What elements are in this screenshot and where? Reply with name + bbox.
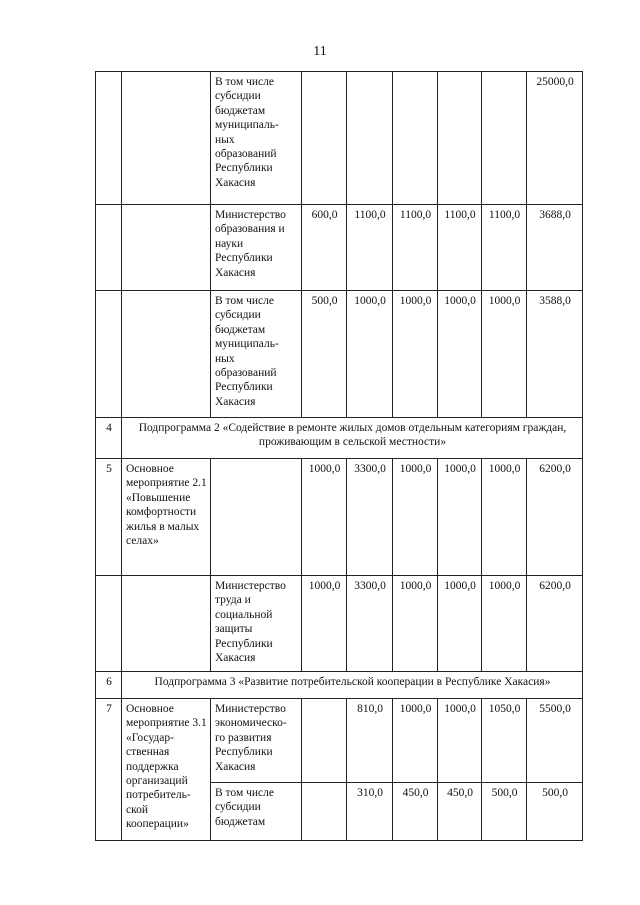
- value-cell: 1000,0: [393, 576, 438, 672]
- executor-cell: В том числе субсидии бюджетам муниципаль- ных образований Республики Хакасия: [211, 72, 302, 205]
- value-cell: 450,0: [438, 783, 482, 841]
- measure-cell: [122, 576, 211, 672]
- value-cell: 1100,0: [482, 205, 527, 291]
- value-cell: 310,0: [347, 783, 393, 841]
- value-cell: 500,0: [302, 291, 347, 418]
- row-number-cell: [96, 72, 122, 205]
- value-cell: 1100,0: [347, 205, 393, 291]
- row-number-cell: 6: [96, 672, 122, 699]
- executor-cell: В том числе субсидии бюджетам: [211, 783, 302, 841]
- value-cell: 1000,0: [393, 699, 438, 783]
- subprogram-title: Подпрограмма 3 «Развитие потребительской кооперации в Республике Хакасия»: [122, 672, 583, 699]
- page-number: 11: [313, 44, 327, 59]
- row-number-cell: [96, 576, 122, 672]
- total-cell: 3688,0: [527, 205, 583, 291]
- value-cell: 1000,0: [438, 699, 482, 783]
- total-cell: 3588,0: [527, 291, 583, 418]
- measure-cell: Основное мероприятие 2.1 «Повышение комфортности жилья в малых селах»: [122, 459, 211, 576]
- total-cell: 6200,0: [527, 576, 583, 672]
- value-cell: 500,0: [482, 783, 527, 841]
- row-number-cell: [96, 205, 122, 291]
- total-cell: 6200,0: [527, 459, 583, 576]
- executor-cell: Министерство труда и социальной защиты Республики Хакасия: [211, 576, 302, 672]
- row-number-cell: [96, 291, 122, 418]
- executor-cell: Министерство образования и науки Республики Хакасия: [211, 205, 302, 291]
- value-cell: [302, 72, 347, 205]
- value-cell: 1050,0: [482, 699, 527, 783]
- value-cell: 1000,0: [438, 459, 482, 576]
- total-cell: 500,0: [527, 783, 583, 841]
- table-row: [96, 72, 583, 205]
- value-cell: 1100,0: [438, 205, 482, 291]
- value-cell: [302, 699, 347, 783]
- value-cell: [347, 72, 393, 205]
- subprogram-title: Подпрограмма 2 «Содействие в ремонте жилых домов отдельным категориям граждан, проживающим в сельской местности»: [122, 418, 583, 459]
- value-cell: [482, 72, 527, 205]
- table-row: [96, 291, 583, 418]
- measure-cell: [122, 72, 211, 205]
- executor-cell: В том числе субсидии бюджетам муниципаль- ных образований Республики Хакасия: [211, 291, 302, 418]
- value-cell: 3300,0: [347, 459, 393, 576]
- value-cell: 1100,0: [393, 205, 438, 291]
- value-cell: 1000,0: [482, 291, 527, 418]
- table-row: [96, 699, 583, 783]
- measure-cell: [122, 205, 211, 291]
- value-cell: 1000,0: [482, 576, 527, 672]
- row-number-cell: 5: [96, 459, 122, 576]
- row-number-cell: 7: [96, 699, 122, 841]
- value-cell: 450,0: [393, 783, 438, 841]
- value-cell: 1000,0: [438, 576, 482, 672]
- row-number-cell: 4: [96, 418, 122, 459]
- table-row: [96, 205, 583, 291]
- executor-cell: Министерство экономическо- го развития Республики Хакасия: [211, 699, 302, 783]
- value-cell: 1000,0: [393, 459, 438, 576]
- value-cell: 1000,0: [393, 291, 438, 418]
- value-cell: 3300,0: [347, 576, 393, 672]
- total-cell: 25000,0: [527, 72, 583, 205]
- budget-table: [95, 71, 583, 841]
- value-cell: 1000,0: [347, 291, 393, 418]
- measure-cell: [122, 291, 211, 418]
- value-cell: 1000,0: [302, 576, 347, 672]
- table-row: [96, 576, 583, 672]
- executor-cell: [211, 459, 302, 576]
- value-cell: 600,0: [302, 205, 347, 291]
- total-cell: 5500,0: [527, 699, 583, 783]
- value-cell: [438, 72, 482, 205]
- value-cell: 1000,0: [482, 459, 527, 576]
- value-cell: 1000,0: [438, 291, 482, 418]
- measure-cell: Основное мероприятие 3.1 «Государ- ственная поддержка организаций потребитель- ской кооперации»: [122, 699, 211, 841]
- table-row: [96, 459, 583, 576]
- subprogram-row: [96, 672, 583, 699]
- value-cell: [393, 72, 438, 205]
- value-cell: [302, 783, 347, 841]
- value-cell: 810,0: [347, 699, 393, 783]
- value-cell: 1000,0: [302, 459, 347, 576]
- subprogram-row: [96, 418, 583, 459]
